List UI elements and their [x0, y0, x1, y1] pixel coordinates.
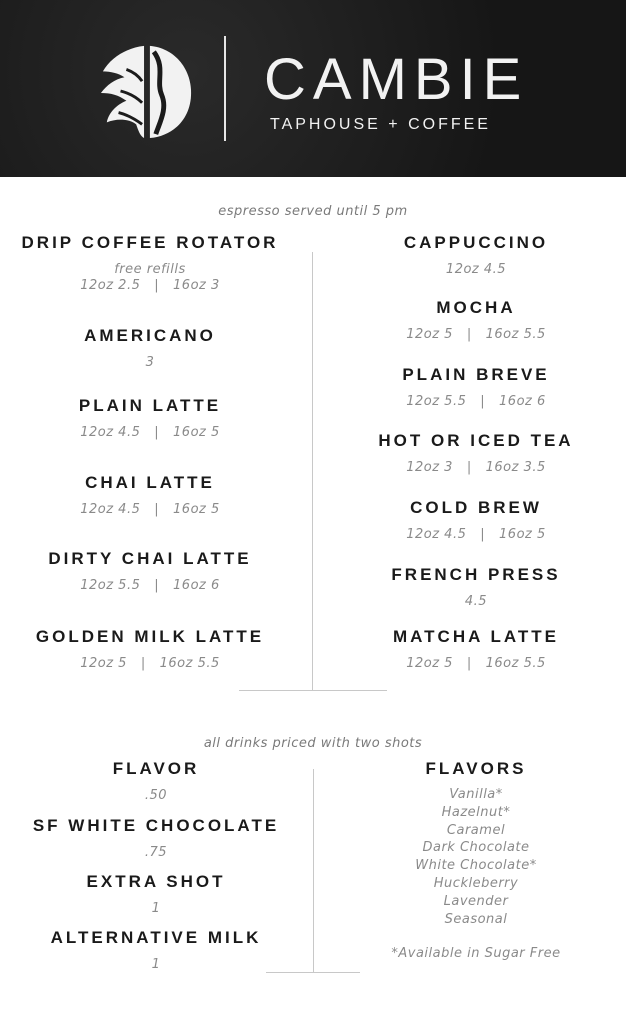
item-price: .50 — [144, 788, 168, 803]
column-divider — [312, 252, 313, 690]
item-price: .75 — [144, 845, 168, 860]
item-name: COLD BREW — [410, 498, 542, 517]
hop-coffee-bean-logo-icon — [97, 42, 195, 140]
item-price: 12oz 5 | 16oz 5.5 — [406, 327, 546, 342]
menu-item — [326, 627, 626, 671]
addon-item — [6, 759, 306, 803]
item-name: CAPPUCCINO — [403, 233, 549, 252]
flavor-item: White Chocolate* — [415, 858, 537, 874]
espresso-note: espresso served until 5 pm — [218, 204, 408, 219]
item-name: CHAI LATTE — [85, 473, 215, 492]
menu-item — [0, 549, 300, 593]
item-name: HOT OR ICED TEA — [378, 431, 574, 450]
menu-item — [326, 431, 626, 475]
flavor-item: Huckleberry — [433, 875, 519, 891]
item-price: 4.5 — [464, 594, 488, 609]
menu-item — [0, 396, 300, 440]
item-price: 12oz 4.5 — [445, 262, 507, 277]
item-name: DIRTY CHAI LATTE — [48, 549, 252, 568]
column-divider — [313, 769, 314, 972]
flavor-item: Dark Chocolate — [422, 840, 530, 856]
menu-item — [0, 233, 300, 293]
item-price: 3 — [145, 355, 155, 370]
item-price: 12oz 2.5 | 16oz 3 — [80, 278, 220, 293]
flavor-item: Caramel — [446, 822, 506, 838]
flavor-item: Lavender — [443, 893, 509, 909]
item-price: 12oz 3 | 16oz 3.5 — [406, 460, 546, 475]
item-price: 12oz 5.5 | 16oz 6 — [406, 394, 546, 409]
item-price: 12oz 4.5 | 16oz 5 — [80, 502, 220, 517]
menu-item — [0, 627, 300, 671]
flavor-item: Seasonal — [444, 911, 508, 927]
shots-note: all drinks priced with two shots — [203, 736, 423, 751]
item-price: 12oz 5 | 16oz 5.5 — [406, 656, 546, 671]
item-price: 12oz 4.5 | 16oz 5 — [406, 527, 546, 542]
menu-item — [0, 326, 300, 370]
section-divider — [239, 690, 387, 691]
flavors-list — [360, 786, 592, 928]
item-name: EXTRA SHOT — [86, 872, 226, 891]
section-divider — [266, 972, 360, 973]
addon-item — [6, 872, 306, 916]
item-price: 12oz 4.5 | 16oz 5 — [80, 425, 220, 440]
sugar-free-footnote: *Available in Sugar Free — [391, 946, 561, 961]
header-divider — [224, 36, 226, 141]
menu-item — [326, 233, 626, 277]
item-name: PLAIN LATTE — [78, 396, 222, 415]
addon-item — [6, 816, 306, 860]
flavors-heading-block — [360, 759, 592, 779]
item-name: SF WHITE CHOCOLATE — [32, 816, 280, 835]
menu-item — [326, 498, 626, 542]
addon-item — [6, 928, 306, 972]
menu-item — [326, 565, 626, 609]
item-price: 12oz 5.5 | 16oz 6 — [80, 578, 220, 593]
item-price: 12oz 5 | 16oz 5.5 — [80, 656, 220, 671]
item-name: MOCHA — [436, 298, 516, 317]
item-name: GOLDEN MILK LATTE — [35, 627, 265, 646]
item-name: FLAVOR — [112, 759, 200, 778]
item-price: 1 — [151, 957, 161, 972]
menu-item — [0, 473, 300, 517]
brand-name: CAMBIE — [264, 47, 529, 112]
flavor-item: Hazelnut* — [441, 804, 511, 820]
item-name: MATCHA LATTE — [393, 627, 559, 646]
item-name: PLAIN BREVE — [402, 365, 550, 384]
item-note: free refills — [114, 262, 186, 277]
header-banner — [0, 0, 626, 177]
item-price: 1 — [151, 901, 161, 916]
menu-item — [326, 365, 626, 409]
item-name: AMERICANO — [84, 326, 216, 345]
flavors-title: FLAVORS — [425, 759, 527, 778]
flavor-item: Vanilla* — [449, 787, 503, 802]
item-name: ALTERNATIVE MILK — [50, 928, 262, 947]
menu-item — [326, 298, 626, 342]
brand-tagline: TAPHOUSE + COFFEE — [270, 116, 491, 133]
item-name: FRENCH PRESS — [391, 565, 561, 584]
item-name: DRIP COFFEE ROTATOR — [21, 233, 279, 252]
